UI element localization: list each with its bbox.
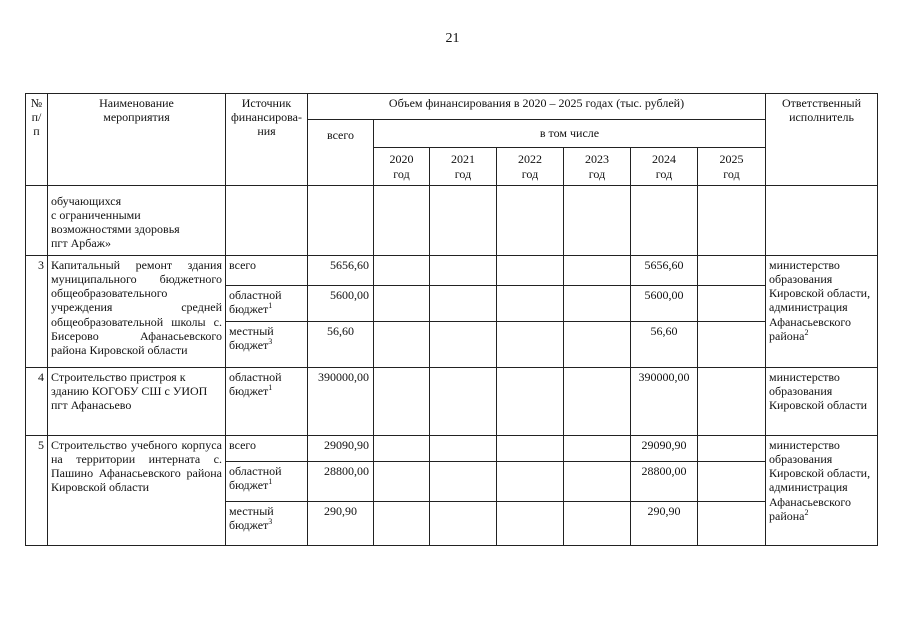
year-2024-cell: 290,90: [631, 502, 698, 546]
year-2024-cell: 390000,00: [631, 368, 698, 436]
continuation-name: обучающихся с ограниченными возможностями здоровья пгт Арбаж»: [48, 186, 226, 256]
header-source: Источник финансирова- ния: [226, 94, 308, 186]
year-2024-cell: 28800,00: [631, 462, 698, 502]
year-2024-cell: 5656,60: [631, 256, 698, 286]
header-volume: Объем финансирования в 2020 – 2025 годах (тыс. рублей): [308, 94, 766, 120]
year-2024-cell: 56,60: [631, 322, 698, 368]
financing-table: [25, 93, 878, 546]
row-number: 5: [26, 436, 48, 546]
total-cell: 5600,00: [308, 286, 374, 322]
header-num: № п/п: [26, 94, 48, 186]
total-cell: 56,60: [308, 322, 374, 368]
source-cell: местный бюджет$^3$: [226, 502, 308, 546]
header-year-2021: 2021 год: [430, 148, 497, 186]
total-cell: 5656,60: [308, 256, 374, 286]
table-row: [26, 256, 878, 286]
page-number: 21: [445, 31, 460, 46]
total-cell: 28800,00: [308, 462, 374, 502]
header-executor: Ответственный исполнитель: [766, 94, 878, 186]
header-year-2022: 2022 год: [497, 148, 564, 186]
header-year-2020: 2020 год: [374, 148, 430, 186]
source-cell: местный бюджет$^3$: [226, 322, 308, 368]
executor-cell: министерство образования Кировской области: [766, 368, 878, 436]
header-including: в том числе: [374, 120, 766, 148]
source-cell: областной бюджет$^1$: [226, 462, 308, 502]
source-cell: всего: [226, 256, 308, 286]
year-2024-cell: 5600,00: [631, 286, 698, 322]
measure-name: Капитальный ремонт здания муниципального бюджетного общеобразовательного учреждения средней общеобразовательной школы с. Бисерово Афанасьевского района Кировской области: [48, 256, 226, 368]
executor-cell: министерство образования Кировской области, администрация Афанасьевского района$^2$: [766, 436, 878, 546]
header-name: Наименование мероприятия: [48, 94, 226, 186]
source-cell: областной бюджет$^1$: [226, 368, 308, 436]
measure-name: Строительство учебного корпуса на территории интерната с. Пашино Афанасьевского района Кировской области: [48, 436, 226, 546]
total-cell: 290,90: [308, 502, 374, 546]
table-row: [26, 436, 878, 462]
row-number: 4: [26, 368, 48, 436]
table-row-continuation: [26, 186, 878, 256]
source-cell: всего: [226, 436, 308, 462]
executor-cell: министерство образования Кировской области, администрация Афанасьевского района$^2$: [766, 256, 878, 368]
row-number: 3: [26, 256, 48, 368]
total-cell: 29090,90: [308, 436, 374, 462]
year-2024-cell: 29090,90: [631, 436, 698, 462]
table-row: [26, 368, 878, 436]
header-year-2023: 2023 год: [564, 148, 631, 186]
source-cell: областной бюджет$^1$: [226, 286, 308, 322]
header-year-2025: 2025 год: [698, 148, 766, 186]
measure-name: Строительство пристроя к зданию КОГОБУ СШ с УИОП пгт Афанасьево: [48, 368, 226, 436]
header-total: всего: [308, 120, 374, 186]
header-year-2024: 2024 год: [631, 148, 698, 186]
total-cell: 390000,00: [308, 368, 374, 436]
